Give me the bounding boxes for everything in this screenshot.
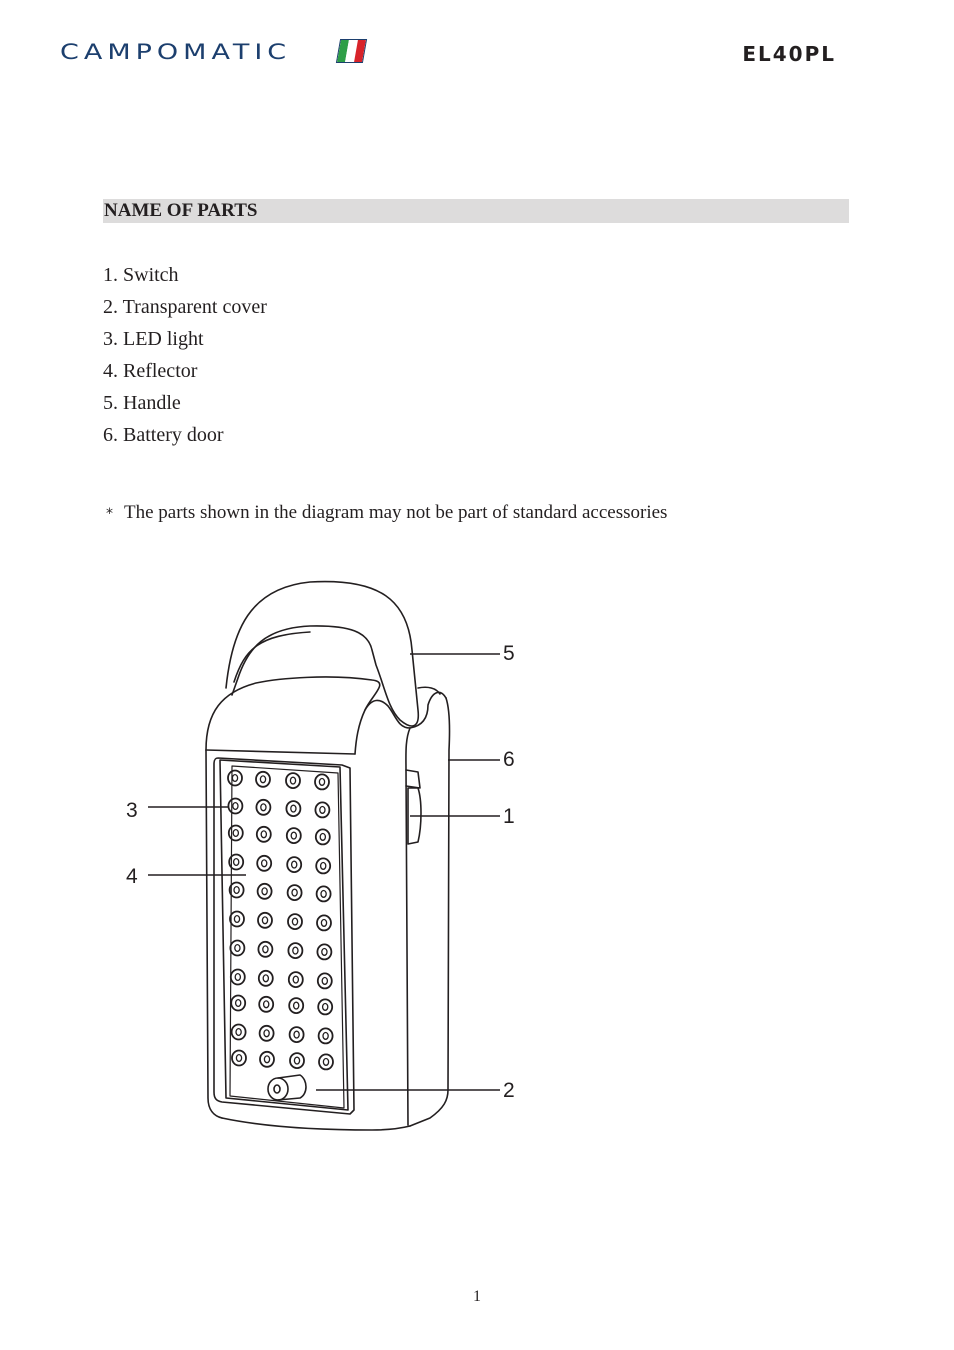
led-lens — [236, 1000, 241, 1007]
led-light — [260, 1026, 274, 1041]
led-lens — [292, 889, 297, 896]
led-lens — [292, 918, 297, 925]
led-light — [318, 973, 332, 988]
logo-text: CAMPOMATIC — [60, 40, 292, 65]
led-light — [288, 943, 302, 958]
led-light — [317, 944, 331, 959]
led-lens — [291, 832, 296, 839]
led-lens — [234, 887, 239, 894]
led-lens — [291, 805, 296, 812]
led-lens — [233, 803, 238, 810]
led-light — [230, 941, 244, 956]
italian-flag-icon — [336, 39, 367, 63]
led-lens — [293, 947, 298, 954]
led-lens — [264, 1030, 269, 1037]
campomatic-logo — [60, 36, 370, 70]
led-lens — [290, 777, 295, 784]
led-light — [317, 886, 331, 901]
led-light — [258, 884, 272, 899]
callout-6: 6 — [503, 748, 515, 771]
led-lens — [262, 917, 267, 924]
list-item: 6. Battery door — [103, 424, 224, 446]
led-light — [317, 915, 331, 930]
led-light — [231, 970, 245, 985]
led-lens — [294, 1031, 299, 1038]
led-light — [286, 801, 300, 816]
section-title: NAME OF PARTS — [104, 200, 258, 221]
front-top-edge — [206, 750, 355, 754]
led-lens — [263, 946, 268, 953]
led-light — [289, 998, 303, 1013]
page-number: 1 — [473, 1288, 481, 1305]
led-lens — [323, 1004, 328, 1011]
led-light — [256, 800, 270, 815]
led-lens — [294, 1057, 299, 1064]
disclaimer-text: The parts shown in the diagram may not be part of standard accessories — [124, 502, 668, 523]
led-lens — [292, 861, 297, 868]
led-lens — [235, 974, 240, 981]
led-light — [316, 829, 330, 844]
handle-inner-line — [234, 632, 310, 682]
led-light — [231, 996, 245, 1011]
list-item: 3. LED light — [103, 328, 204, 350]
cover-knob-hole — [274, 1085, 280, 1093]
led-lens — [321, 920, 326, 927]
led-light — [316, 858, 330, 873]
side-top — [365, 692, 446, 728]
led-lens — [235, 945, 240, 952]
list-item: 5. Handle — [103, 392, 181, 414]
led-lens — [264, 1001, 269, 1008]
led-lens — [232, 775, 237, 782]
led-light — [290, 1053, 304, 1068]
led-lens — [321, 891, 326, 898]
switch-housing — [406, 770, 420, 788]
led-light — [228, 771, 242, 786]
asterisk-symbol: * — [106, 506, 113, 522]
side-right-edge — [410, 698, 450, 1126]
led-light — [229, 826, 243, 841]
led-lens — [236, 1029, 241, 1036]
led-light — [259, 971, 273, 986]
led-light — [260, 1052, 274, 1067]
led-light — [289, 972, 303, 987]
led-light — [258, 942, 272, 957]
led-light — [319, 1054, 333, 1069]
reflector-inner — [230, 766, 344, 1108]
lantern-diagram — [110, 570, 530, 1150]
cover-knob — [268, 1078, 288, 1100]
led-lens — [320, 834, 325, 841]
led-lens — [264, 1056, 269, 1063]
callout-5: 5 — [503, 642, 515, 665]
led-light — [258, 913, 272, 928]
led-light — [287, 828, 301, 843]
led-lens — [262, 860, 267, 867]
led-light — [319, 1028, 333, 1043]
body-bottom — [222, 1118, 410, 1130]
led-lens — [261, 804, 266, 811]
led-light — [228, 799, 242, 814]
led-light — [290, 1027, 304, 1042]
led-lens — [321, 863, 326, 870]
led-light — [288, 914, 302, 929]
body-top — [206, 677, 380, 754]
led-lens — [261, 831, 266, 838]
led-light — [286, 773, 300, 788]
model-number: EL40PL — [742, 42, 836, 66]
led-lens — [323, 1059, 328, 1066]
list-item: 4. Reflector — [103, 360, 198, 382]
led-light — [257, 856, 271, 871]
callout-4: 4 — [126, 865, 138, 888]
led-lens — [236, 1055, 241, 1062]
led-lens — [322, 949, 327, 956]
led-lens — [320, 807, 325, 814]
parts-list — [103, 259, 267, 451]
led-lens — [260, 776, 265, 783]
led-lens — [234, 916, 239, 923]
led-light — [230, 912, 244, 927]
led-light — [232, 1051, 246, 1066]
section-header — [103, 199, 849, 223]
led-light — [315, 802, 329, 817]
list-item: 1. Switch — [103, 264, 179, 286]
disclaimer-note — [106, 500, 667, 527]
led-lens — [263, 975, 268, 982]
led-lens — [322, 978, 327, 985]
led-light — [256, 772, 270, 787]
led-lens — [233, 830, 238, 837]
led-light — [257, 827, 271, 842]
led-light — [318, 999, 332, 1014]
callout-3: 3 — [126, 799, 138, 822]
led-lens — [262, 888, 267, 895]
led-lens — [293, 976, 298, 983]
led-lens — [234, 859, 239, 866]
led-lens — [294, 1002, 299, 1009]
led-light — [315, 774, 329, 789]
led-light — [288, 885, 302, 900]
led-light — [287, 857, 301, 872]
led-lens — [319, 779, 324, 786]
led-lens — [323, 1033, 328, 1040]
callout-1: 1 — [503, 805, 515, 828]
list-item: 2. Transparent cover — [103, 296, 267, 318]
led-light — [259, 997, 273, 1012]
callout-2: 2 — [503, 1079, 515, 1102]
led-light — [232, 1025, 246, 1040]
handle-outline — [226, 582, 418, 726]
